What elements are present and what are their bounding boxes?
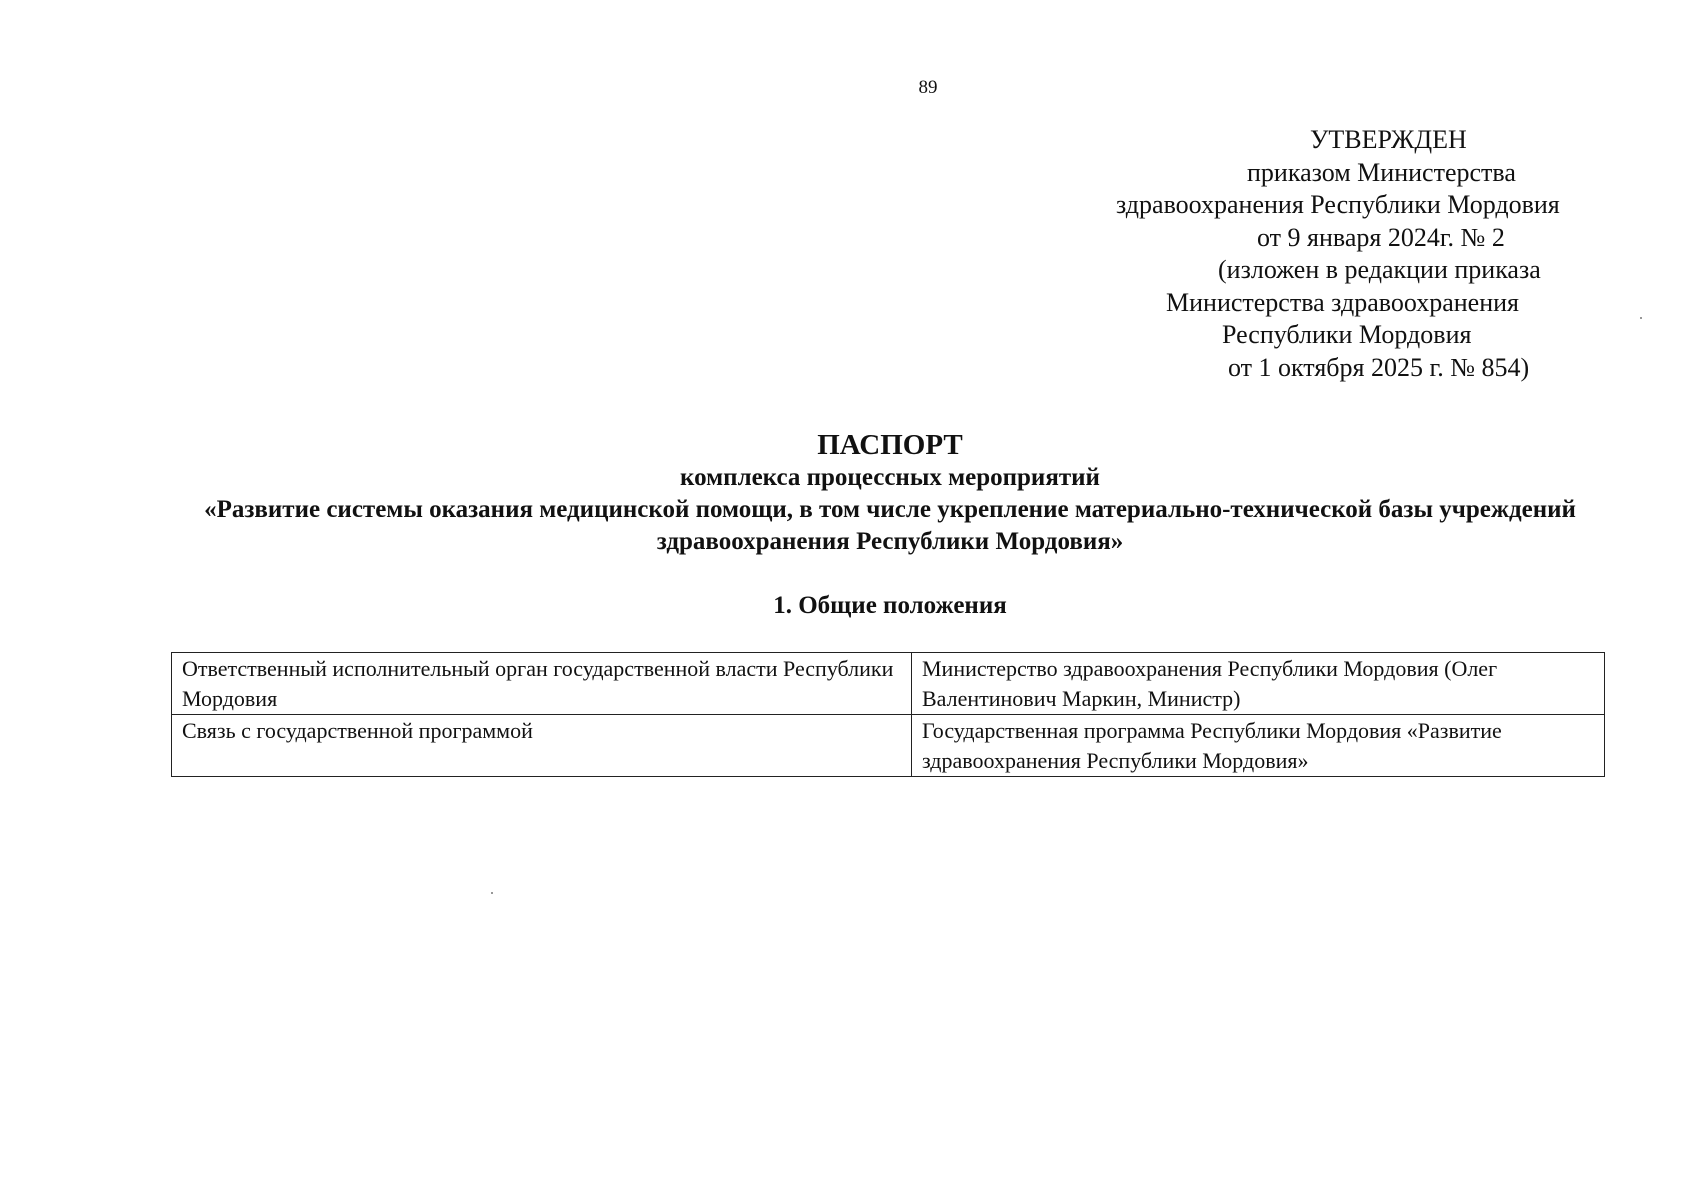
table-row (172, 653, 1605, 715)
table-cell-value: Государственная программа Республики Мордовия «Развитие здравоохранения Республики Мордовия» (912, 715, 1605, 777)
approval-line-revision-date: от 1 октября 2025 г. № 854) (1228, 352, 1530, 382)
section-title: 1. Общие положения (773, 592, 1007, 619)
program-name: «Развитие системы оказания медицинской помощи, в том числе укрепление материально-технической базы учреждений здравоохранения Республики Мордовия» (204, 496, 1576, 555)
approval-line-revision-republic: Республики Мордовия (1222, 320, 1472, 349)
scan-speck (491, 892, 493, 894)
table-cell-label: Связь с государственной программой (172, 715, 912, 777)
approval-line-approved: УТВЕРЖДЕН (1310, 125, 1467, 154)
table-row (172, 715, 1605, 777)
passport-title: ПАСПОРТ (817, 429, 963, 461)
approval-line-order: приказом Министерства (1247, 157, 1516, 187)
approval-line-revision: (изложен в редакции приказа (1218, 255, 1541, 284)
table-cell-label: Ответственный исполнительный орган государственной власти Республики Мордовия (172, 653, 912, 715)
approval-line-revision-ministry: Министерства здравоохранения (1166, 287, 1519, 317)
passport-subtitle: комплекса процессных мероприятий (680, 464, 1100, 491)
approval-stamp-block (1100, 124, 1620, 384)
approval-line-date: от 9 января 2024г. № 2 (1257, 222, 1505, 252)
document-heading (160, 428, 1620, 558)
approval-line-ministry: здравоохранения Республики Мордовия (1116, 190, 1560, 219)
page-number: 89 (918, 77, 938, 98)
general-provisions-table (171, 652, 1605, 777)
scan-speck (1640, 317, 1642, 319)
table-cell-value: Министерство здравоохранения Республики Мордовия (Олег Валентинович Маркин, Министр) (912, 653, 1605, 715)
